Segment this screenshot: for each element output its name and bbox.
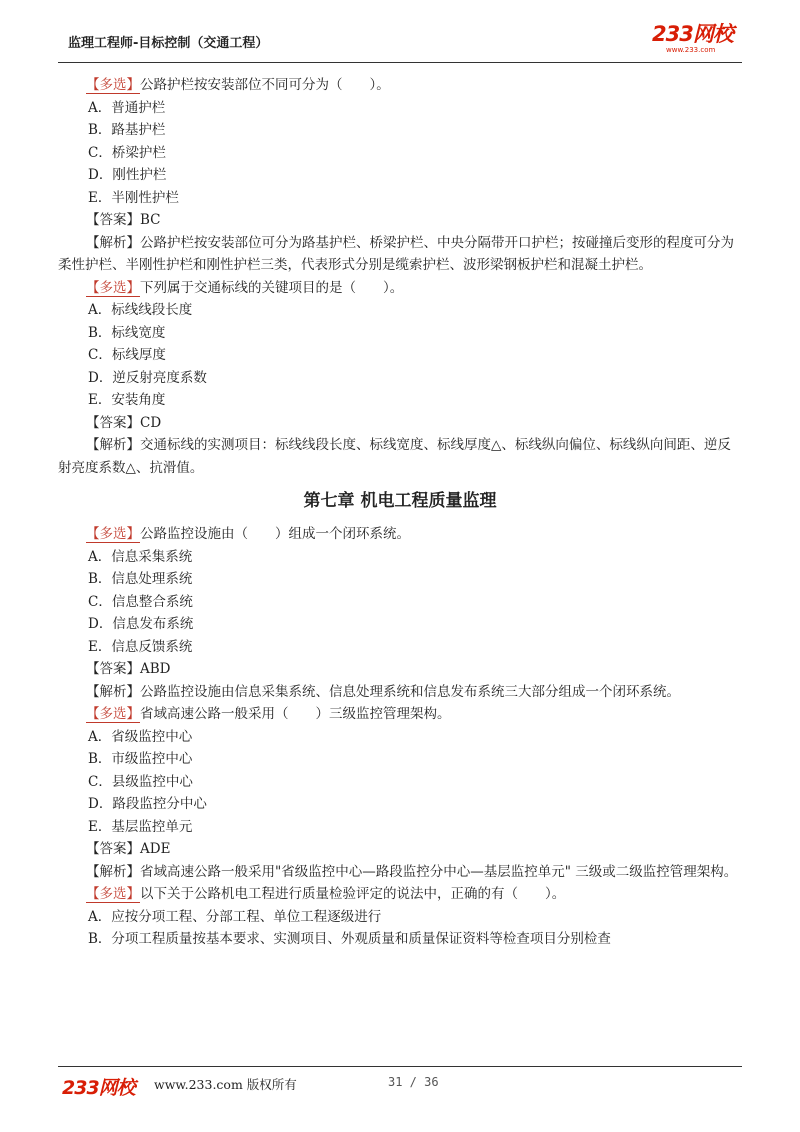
question-1 — [58, 74, 742, 97]
multi-select-tag: 【多选】 — [86, 526, 140, 542]
option: C．信息整合系统 — [88, 593, 193, 610]
answer: 【答案】ADE — [86, 841, 171, 857]
option: A．标线线段长度 — [88, 302, 193, 318]
multi-select-tag: 【多选】 — [86, 706, 140, 722]
multi-select-tag: 【多选】 — [86, 886, 140, 902]
option: A．应按分项工程、分部工程、单位工程逐级进行 — [88, 908, 382, 925]
analysis: 【解析】省域高速公路一般采用"省级监控中心—路段监控分中心—基层监控单元" 三级或二级监控管理架构。 — [86, 863, 738, 880]
document-title: 监理工程师-目标控制（交通工程） — [68, 36, 269, 51]
chapter-heading: 第七章 机电工程质量监理 — [303, 491, 497, 511]
question-5 — [58, 883, 742, 906]
question-2 — [58, 277, 742, 300]
analysis: 【解析】交通标线的实测项目：标线线段长度、标线宽度、标线厚度△、标线纵向偏位、标线纵向间距、逆反射亮度系数△、抗滑值。 — [58, 437, 731, 476]
option: B．路基护栏 — [88, 122, 166, 138]
option: A．信息采集系统 — [88, 548, 193, 565]
analysis: 【解析】公路护栏按安装部位可分为路基护栏、桥梁护栏、中央分隔带开口护栏；按碰撞后变形的程度可分为柔性护栏、半刚性护栏和刚性护栏三类，代表形式分别是缆索护栏、波形梁钢板护栏和混凝土护栏。 — [58, 234, 734, 273]
option: C．标线厚度 — [88, 347, 166, 363]
option: E．信息反馈系统 — [88, 638, 193, 655]
option: E．安装角度 — [88, 392, 166, 408]
question-text: 下列属于交通标线的关键项目的是（ ）。 — [140, 279, 404, 296]
option: B．市级监控中心 — [88, 751, 193, 767]
option: D．信息发布系统 — [88, 616, 194, 632]
question-3 — [58, 523, 742, 546]
page-content — [58, 74, 742, 951]
option: C．桥梁护栏 — [88, 144, 166, 161]
logo-mark: 233网校 — [652, 22, 733, 46]
page-header — [58, 22, 742, 63]
question-text: 公路护栏按安装部位不同可分为（ ）。 — [140, 77, 390, 93]
option: D．刚性护栏 — [88, 167, 167, 183]
option: D．逆反射亮度系数 — [88, 369, 207, 386]
option: D．路段监控分中心 — [88, 796, 207, 812]
answer: 【答案】ABD — [86, 661, 171, 677]
analysis: 【解析】公路监控设施由信息采集系统、信息处理系统和信息发布系统三大部分组成一个闭环系统。 — [86, 683, 680, 700]
multi-select-tag: 【多选】 — [86, 279, 140, 296]
option: E．基层监控单元 — [88, 818, 193, 835]
copyright-text: www.233.com 版权所有 — [154, 1077, 297, 1092]
answer: 【答案】BC — [86, 212, 161, 228]
answer: 【答案】CD — [86, 414, 162, 431]
option: A．省级监控中心 — [88, 728, 193, 745]
question-text: 公路监控设施由（ ）组成一个闭环系统。 — [140, 526, 410, 542]
option: B．信息处理系统 — [88, 571, 193, 587]
question-4 — [58, 703, 742, 726]
question-text: 以下关于公路机电工程进行质量检验评定的说法中，正确的有（ ）。 — [140, 886, 566, 902]
option: B．分项工程质量按基本要求、实测项目、外观质量和质量保证资料等检查项目分别检查 — [88, 931, 611, 947]
page-footer — [58, 1066, 742, 1107]
question-text: 省域高速公路一般采用（ ）三级监控管理架构。 — [140, 706, 451, 722]
option: A．普通护栏 — [88, 99, 166, 116]
multi-select-tag: 【多选】 — [86, 77, 140, 93]
page-number: 31 / 36 — [388, 1075, 439, 1089]
option: B．标线宽度 — [88, 324, 166, 341]
option: C．县级监控中心 — [88, 773, 193, 790]
logo-url: www.233.com — [666, 46, 716, 54]
option: E．半刚性护栏 — [88, 189, 179, 206]
brand-logo — [652, 22, 742, 58]
footer-logo: 233网校 — [62, 1077, 135, 1099]
